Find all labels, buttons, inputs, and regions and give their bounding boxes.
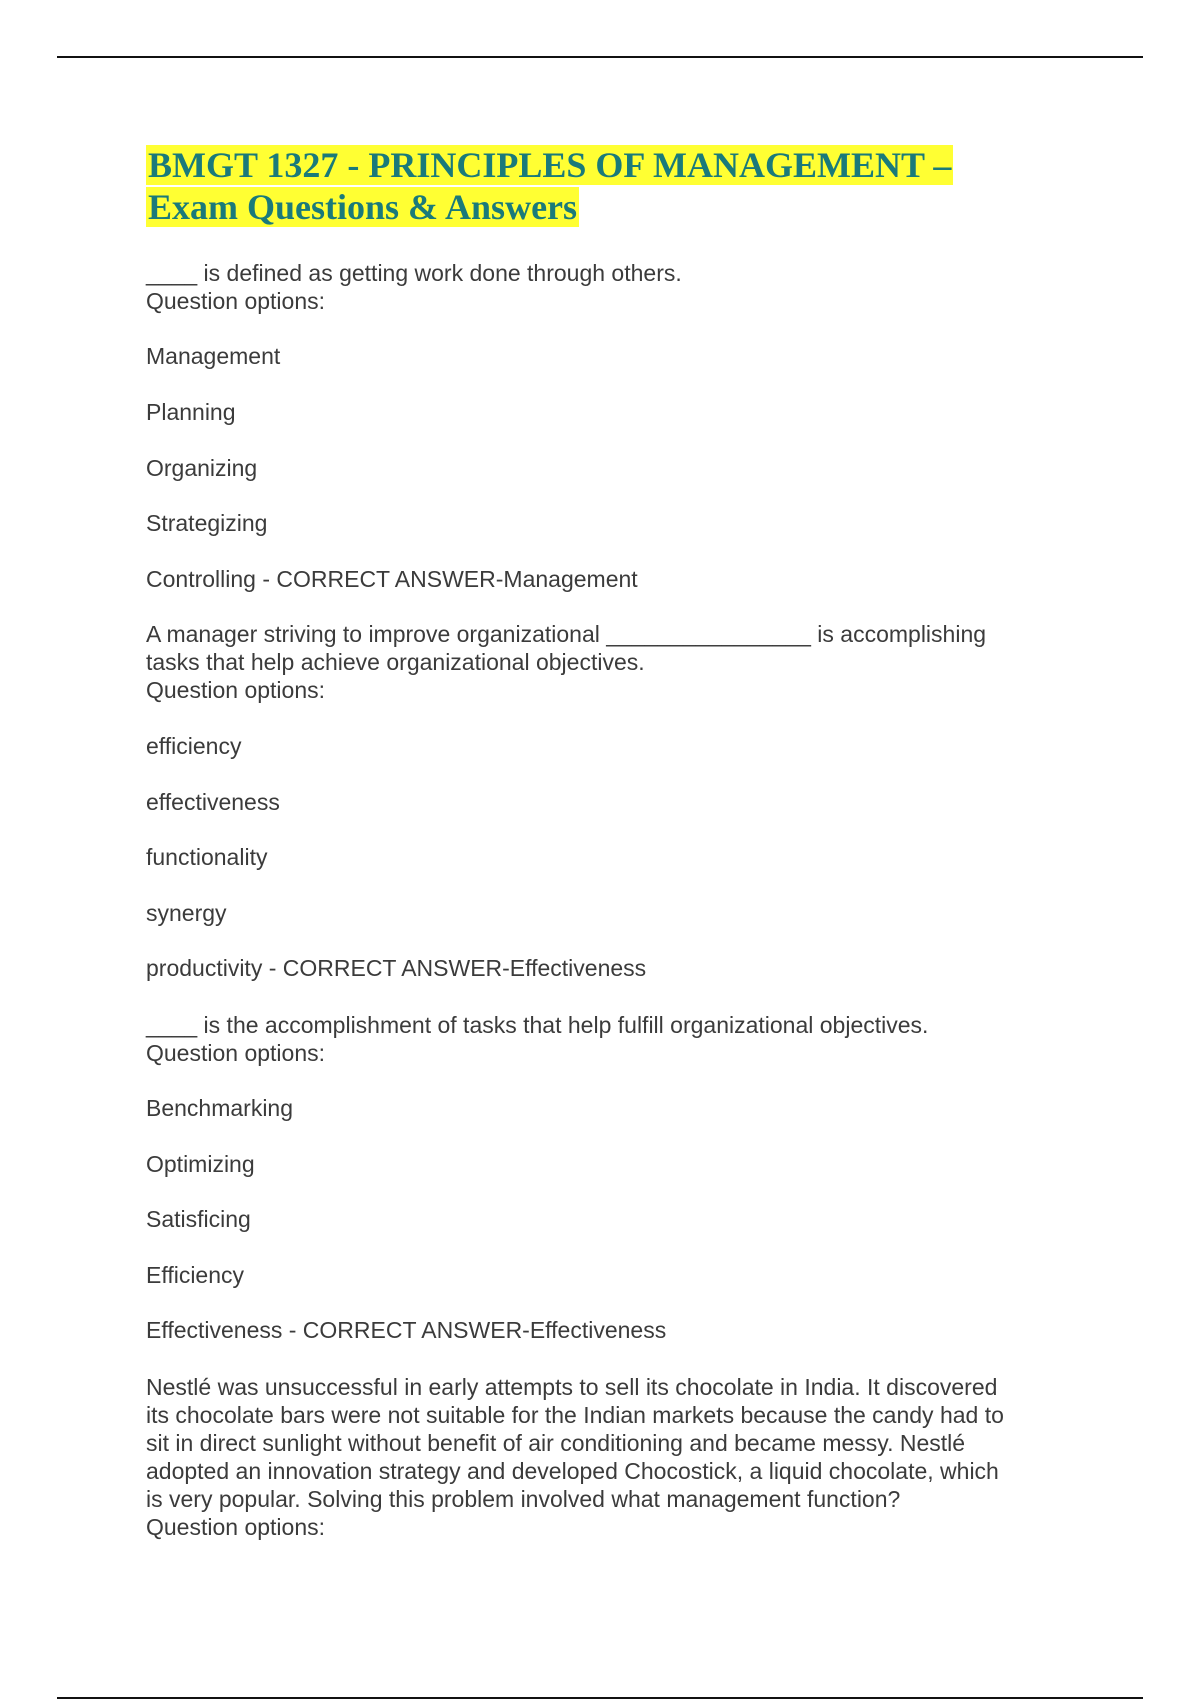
title-line-2: Exam Questions & Answers bbox=[148, 187, 578, 227]
question-stem-line-4: adopted an innovation strategy and developed Chocostick, a liquid chocolate, which bbox=[146, 1458, 999, 1484]
question-stem-line-2: its chocolate bars were not suitable for the Indian markets because the candy had to bbox=[146, 1402, 1004, 1428]
question-options-label: Question options: bbox=[146, 1514, 326, 1540]
option-item: synergy bbox=[146, 900, 227, 926]
option-item-with-answer: productivity - CORRECT ANSWER-Effectiveness bbox=[146, 955, 647, 981]
option-item: functionality bbox=[146, 844, 268, 870]
option-item-with-answer: Effectiveness - CORRECT ANSWER-Effectiveness bbox=[146, 1317, 667, 1343]
question-stem-line-3: sit in direct sunlight without benefit of air conditioning and became messy. Nestlé bbox=[146, 1430, 966, 1456]
option-item: Efficiency bbox=[146, 1262, 245, 1288]
option-item: Strategizing bbox=[146, 510, 268, 536]
question-stem-line-1: A manager striving to improve organizational ________________ is accomplishing bbox=[146, 621, 987, 647]
question-options-label: Question options: bbox=[146, 1040, 326, 1066]
question-stem: ____ is the accomplishment of tasks that help fulfill organizational objectives. bbox=[146, 1012, 929, 1038]
option-item: Benchmarking bbox=[146, 1095, 294, 1121]
footer-rule bbox=[57, 1697, 1143, 1699]
option-item-with-answer: Controlling - CORRECT ANSWER-Management bbox=[146, 566, 638, 592]
option-item: Optimizing bbox=[146, 1151, 255, 1177]
option-item: Planning bbox=[146, 399, 236, 425]
option-item: Organizing bbox=[146, 455, 258, 481]
header-rule bbox=[57, 56, 1143, 58]
question-stem-line-1: Nestlé was unsuccessful in early attempts to sell its chocolate in India. It discovered bbox=[146, 1374, 998, 1400]
option-item: Management bbox=[146, 343, 281, 369]
question-stem-line-2: tasks that help achieve organizational objectives. bbox=[146, 649, 645, 675]
title-line-1: BMGT 1327 - PRINCIPLES OF MANAGEMENT – bbox=[148, 145, 952, 185]
question-options-label: Question options: bbox=[146, 677, 326, 703]
option-item: effectiveness bbox=[146, 789, 280, 815]
question-stem-line-5: is very popular. Solving this problem involved what management function? bbox=[146, 1486, 901, 1512]
question-stem: ____ is defined as getting work done through others. bbox=[146, 260, 682, 286]
option-item: efficiency bbox=[146, 733, 242, 759]
page-title bbox=[146, 144, 1046, 228]
question-options-label: Question options: bbox=[146, 288, 326, 314]
option-item: Satisficing bbox=[146, 1206, 251, 1232]
